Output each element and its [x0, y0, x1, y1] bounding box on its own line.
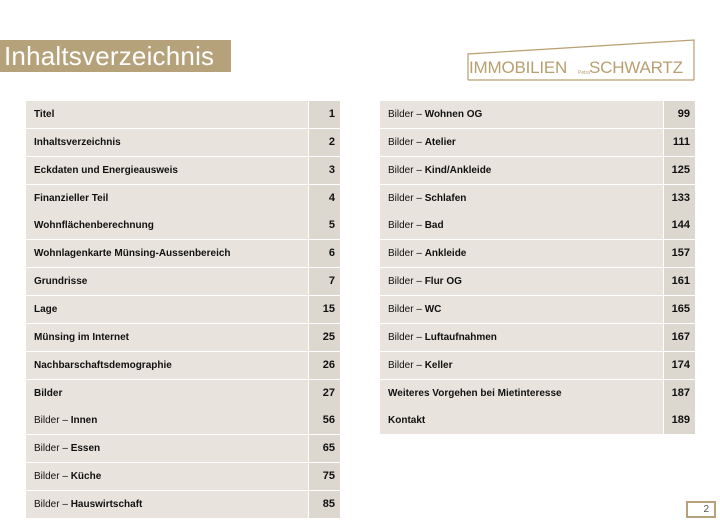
- toc-entry-label: [26, 352, 308, 379]
- toc-entry-title: Schlafen: [424, 192, 467, 204]
- toc-entry-label: [26, 407, 308, 434]
- toc-entry-label: [26, 435, 308, 462]
- toc-entry-title: Wohnen OG: [424, 109, 483, 120]
- toc-entry-title: Wohnflächenberechnung: [34, 220, 154, 232]
- toc-entry-label: [380, 212, 663, 239]
- toc-entry[interactable]: [26, 491, 340, 518]
- toc-entry-label: [380, 407, 663, 434]
- toc-entry-label: [26, 324, 308, 351]
- toc-entry-prefix: Bilder –: [388, 276, 425, 288]
- toc-entry-page: 5: [309, 212, 340, 239]
- toc-entry-label: [26, 268, 308, 295]
- toc-entry[interactable]: [26, 185, 340, 212]
- page-number: 2: [686, 501, 716, 518]
- toc-entry-title: Küche: [70, 471, 102, 483]
- page-title-banner: [0, 40, 231, 72]
- toc-entry-label: [380, 268, 663, 295]
- toc-entry[interactable]: [380, 185, 695, 212]
- toc-entry[interactable]: [380, 157, 695, 184]
- toc-entry-page: 144: [664, 212, 695, 239]
- toc-entry-label: [26, 240, 308, 267]
- toc-entry[interactable]: [26, 324, 340, 351]
- toc-entry-label: [26, 129, 308, 156]
- toc-entry-page: 187: [664, 380, 695, 407]
- toc-entry-prefix: Bilder –: [388, 164, 425, 176]
- toc-entry[interactable]: [380, 324, 695, 351]
- logo-sub-text: Petra: [578, 70, 590, 76]
- toc-entry[interactable]: [380, 380, 695, 407]
- toc-entry-page: 99: [664, 101, 695, 128]
- toc-entry-title: Flur OG: [424, 276, 462, 288]
- toc-entry-title: Bilder: [34, 387, 63, 399]
- toc-entry-label: [380, 380, 663, 407]
- toc-entry-page: 7: [309, 268, 340, 295]
- toc-entry[interactable]: [26, 101, 340, 128]
- logo-word-left: IMMOBILIEN: [469, 58, 568, 77]
- toc-entry-title: Innen: [70, 415, 98, 427]
- toc-entry[interactable]: [380, 296, 695, 323]
- toc-entry-title: Bad: [424, 220, 444, 232]
- toc-entry-page: 1: [309, 101, 340, 128]
- toc-entry-prefix: Bilder –: [388, 303, 425, 315]
- toc-entry-page: 133: [664, 185, 695, 212]
- toc-entry-title: Weiteres Vorgehen bei Mietinteresse: [388, 387, 562, 399]
- toc-entry-label: [26, 185, 308, 212]
- toc-entry-page: 161: [664, 268, 695, 295]
- toc-entry-label: [380, 157, 663, 184]
- toc-entry-title: Kind/Ankleide: [424, 164, 492, 176]
- toc-entry-label: [380, 240, 663, 267]
- toc-entry-prefix: Bilder –: [388, 220, 425, 232]
- toc-entry-prefix: Bilder –: [388, 359, 425, 371]
- toc-entry-prefix: Bilder –: [388, 136, 425, 148]
- toc-entry[interactable]: [26, 296, 340, 323]
- toc-entry[interactable]: [26, 380, 340, 407]
- toc-entry-page: 3: [309, 157, 340, 184]
- toc-entry-title: Hauswirtschaft: [70, 498, 143, 510]
- toc-entry[interactable]: [380, 352, 695, 379]
- toc-entry[interactable]: [26, 407, 340, 434]
- toc-entry-title: Nachbarschaftsdemographie: [34, 359, 172, 371]
- toc-entry[interactable]: [26, 463, 340, 490]
- toc-entry-title: Essen: [70, 443, 101, 455]
- toc-entry-title: WC: [424, 303, 442, 315]
- toc-entry-label: [26, 491, 308, 518]
- toc-entry-page: 15: [309, 296, 340, 323]
- toc-entry-page: 157: [664, 240, 695, 267]
- toc-entry[interactable]: [26, 129, 340, 156]
- toc-entry-page: 189: [664, 407, 695, 434]
- toc-entry[interactable]: [26, 212, 340, 239]
- toc-entry-page: 27: [309, 380, 340, 407]
- toc-entry-title: Inhaltsverzeichnis: [34, 136, 121, 148]
- toc-entry-title: Wohnlagenkarte Münsing-Aussenbereich: [34, 248, 231, 260]
- toc-entry-page: 56: [309, 407, 340, 434]
- toc-entry-prefix: Bilder –: [34, 498, 71, 510]
- toc-entry-label: [26, 157, 308, 184]
- toc-entry-label: [26, 380, 308, 407]
- page-title: Inhaltsverzeichnis: [4, 41, 215, 71]
- toc-entry-page: 174: [664, 352, 695, 379]
- toc-entry-label: [380, 296, 663, 323]
- toc-entry-label: [380, 101, 663, 128]
- toc-entry-title: Ankleide: [424, 248, 467, 260]
- toc-entry[interactable]: [380, 268, 695, 295]
- toc-entry-page: 4: [309, 185, 340, 212]
- toc-entry-label: [26, 296, 308, 323]
- toc-entry-prefix: Bilder –: [34, 471, 71, 483]
- toc-entry-page: 25: [309, 324, 340, 351]
- toc-entry-label: [380, 324, 663, 351]
- toc-entry[interactable]: [26, 268, 340, 295]
- toc-entry-page: 111: [664, 129, 695, 156]
- toc-entry-label: [26, 101, 308, 128]
- toc-entry-prefix: Bilder –: [388, 248, 425, 260]
- toc-entry-label: [380, 352, 663, 379]
- toc-entry-label: [26, 212, 308, 239]
- toc-entry[interactable]: [380, 129, 695, 156]
- toc-entry-prefix: Bilder –: [34, 415, 71, 427]
- toc-entry-prefix: Bilder –: [388, 109, 425, 120]
- toc-entry-title: Luftaufnahmen: [424, 331, 497, 343]
- toc-entry[interactable]: [26, 157, 340, 184]
- toc-entry-title: Atelier: [424, 136, 456, 148]
- toc-entry-page: 6: [309, 240, 340, 267]
- toc-entry-title: Eckdaten und Energieausweis: [34, 164, 178, 176]
- toc-entry-title: Finanzieller Teil: [34, 192, 109, 204]
- logo-word-right: SCHWARTZ: [589, 58, 683, 77]
- toc-entry[interactable]: [380, 407, 695, 434]
- toc-entry-page: 2: [309, 129, 340, 156]
- toc-entry[interactable]: [380, 101, 695, 128]
- toc-entry-label: [380, 129, 663, 156]
- toc-entry-label: [380, 185, 663, 212]
- toc-entry[interactable]: [26, 435, 340, 462]
- toc-entry-label: [26, 463, 308, 490]
- toc-entry[interactable]: [380, 212, 695, 239]
- toc-entry-page: 165: [664, 296, 695, 323]
- toc-entry-prefix: Bilder –: [388, 331, 425, 343]
- toc-entry[interactable]: [26, 352, 340, 379]
- toc-entry-prefix: Bilder –: [388, 192, 425, 204]
- toc-entry-page: 26: [309, 352, 340, 379]
- toc-entry-page: 65: [309, 435, 340, 462]
- toc-entry-title: Keller: [424, 359, 453, 371]
- toc-entry-page: 167: [664, 324, 695, 351]
- toc-entry-page: 125: [664, 157, 695, 184]
- toc-entry[interactable]: [26, 240, 340, 267]
- toc-entry-page: 75: [309, 463, 340, 490]
- toc-entry-title: Kontakt: [388, 415, 426, 427]
- toc-entry-title: Grundrisse: [34, 276, 88, 288]
- toc-entry-prefix: Bilder –: [34, 443, 71, 455]
- company-logo: [466, 38, 696, 84]
- toc-entry-page: 85: [309, 491, 340, 518]
- toc-entry[interactable]: [380, 240, 695, 267]
- toc-entry-title: Münsing im Internet: [34, 331, 129, 343]
- toc-entry-title: Titel: [34, 109, 55, 120]
- toc-entry-title: Lage: [34, 303, 58, 315]
